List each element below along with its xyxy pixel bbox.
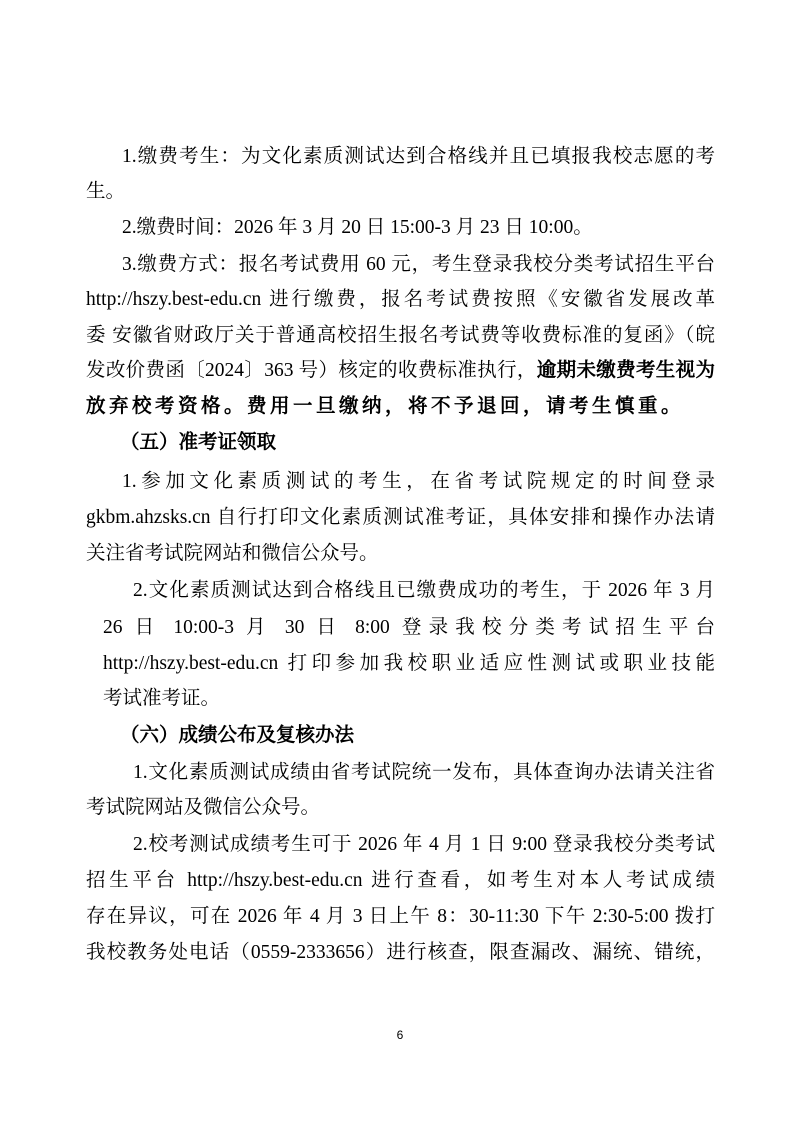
fee-method-line-3: 委 安徽省财政厅关于普通高校招生报名考试费等收费标准的复函》（皖	[86, 325, 715, 346]
scores-item2-line-4: 我校教务处电话（0559-2333656）进行核查，限查漏改、漏统、错统，	[86, 942, 715, 963]
admission-item1-line-2: gkbm.ahzsks.cn 自行打印文化素质测试准考证，具体安排和操作办法请	[86, 507, 715, 528]
scores-item1-line-1: 1.文化素质测试成绩由省考试院统一发布，具体查询办法请关注省	[133, 762, 715, 783]
fee-method-text: 发改价费函〔2024〕363 号）核定的收费标准执行，	[86, 360, 537, 381]
admission-item1-line-1: 1.参加文化素质测试的考生，在省考试院规定的时间登录	[122, 471, 715, 492]
admission-item1-line-3: 关注省考试院网站和微信公众号。	[86, 543, 379, 564]
overdue-notice-bold-text: 逾期未缴费考生视为	[536, 360, 715, 381]
admission-item2-line-4: 考试准考证。	[103, 688, 221, 709]
page-number: 6	[396, 1028, 404, 1042]
fee-payer-line-2: 生。	[86, 181, 126, 202]
fee-method-line-4	[86, 356, 715, 386]
admission-item2-line-2: 26 日 10:00-3 月 30 日 8:00 登录我校分类考试招生平台	[103, 617, 715, 638]
scores-heading: （六）成绩公布及复核办法	[120, 725, 355, 746]
admission-ticket-heading: （五）准考证领取	[120, 432, 277, 453]
fee-payer-line-1: 1.缴费考生：为文化素质测试达到合格线并且已填报我校志愿的考	[122, 146, 715, 167]
admission-item2-line-3: http://hszy.best-edu.cn 打印参加我校职业适应性测试或职业技能	[103, 653, 716, 674]
admission-item2-line-1: 2.文化素质测试达到合格线且已缴费成功的考生，于 2026 年 3 月	[133, 580, 715, 601]
scores-item2-line-1: 2.校考测试成绩考生可于 2026 年 4 月 1 日 9:00 登录我校分类考试	[133, 834, 715, 855]
no-refund-notice-bold-line: 放弃校考资格。费用一旦缴纳，将不予退回，请考生慎重。	[86, 396, 685, 417]
fee-method-line-1: 3.缴费方式：报名考试费用 60 元，考生登录我校分类考试招生平台	[122, 254, 715, 275]
fee-method-line-2: http://hszy.best-edu.cn 进行缴费，报名考试费按照《安徽省发展改革	[86, 289, 715, 310]
scores-item2-line-2: 招生平台 http://hszy.best-edu.cn 进行查看，如考生对本人考试成绩	[86, 870, 715, 891]
scores-item1-line-2: 考试院网站及微信公众号。	[86, 797, 321, 818]
scores-item2-line-3: 存在异议，可在 2026 年 4 月 3 日上午 8：30-11:30 下午 2:30-5:00 拨打	[86, 906, 715, 927]
fee-time-line: 2.缴费时间：2026 年 3 月 20 日 15:00-3 月 23 日 10:00。	[122, 217, 593, 238]
